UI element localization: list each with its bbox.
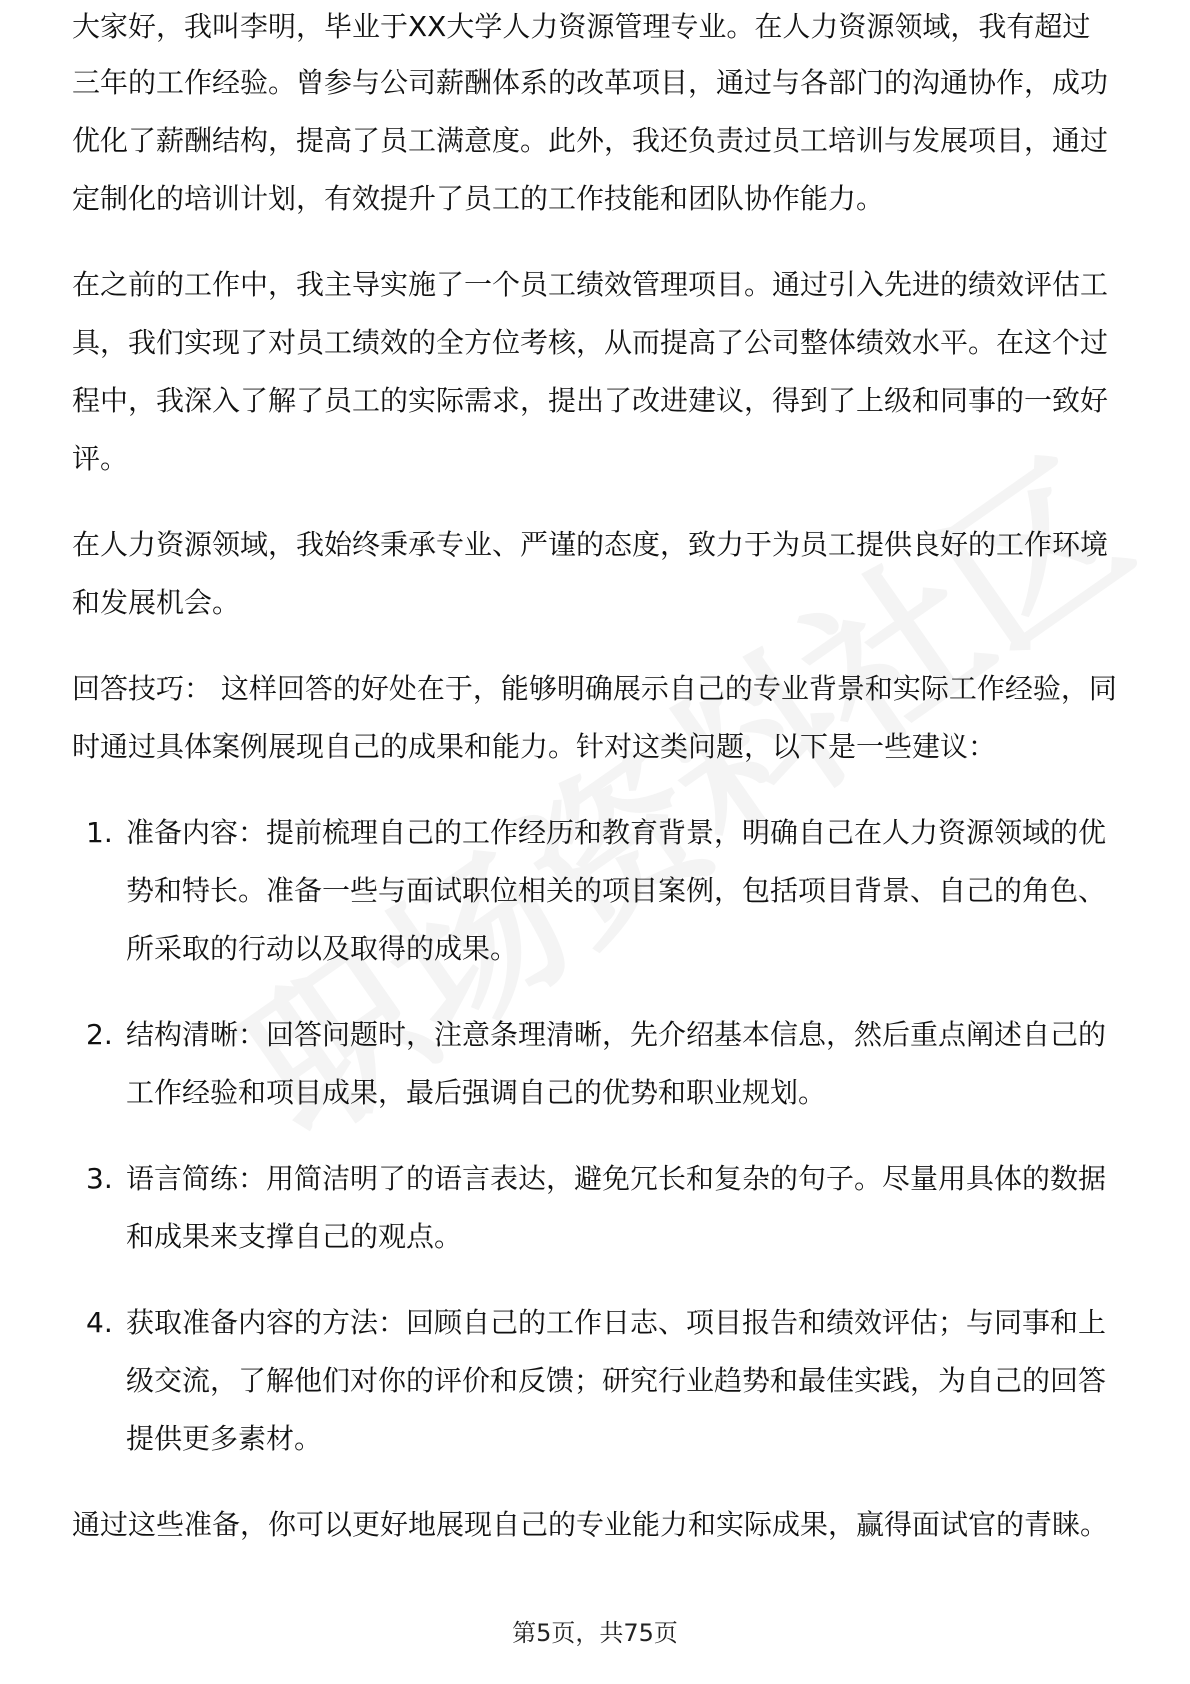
paragraph-experience: 三年的工作经验。曾参与公司薪酬体系的改革项目，通过与各部门的沟通协作，成功优化了薪酬结构，提高了员工满意度。此外，我还负责过员工培训与发展项目，通过定制化的培训计划，有效提升了员工的工作技能和团队协作能力。 [72, 66, 1109, 215]
page-number-footer: 第5页，共75页 [512, 1619, 678, 1647]
paragraph-conclusion: 通过这些准备，你可以更好地展现自己的专业能力和实际成果，赢得面试官的青睐。 [72, 1508, 1109, 1541]
list-item-number: 2. [86, 1018, 113, 1051]
list-item-number: 3. [86, 1162, 113, 1195]
list-item-text: 结构清晰：回答问题时，注意条理清晰，先介绍基本信息，然后重点阐述自己的工作经验和项目成果，最后强调自己的优势和职业规划。 [126, 1018, 1107, 1109]
list-item [72, 1150, 1122, 1266]
tips-list [72, 804, 1122, 1468]
list-item-number: 1. [86, 816, 113, 849]
paragraph-intro-cut: 大家好，我叫李明，毕业于XX大学人力资源管理专业。在人力资源领域，我有超过 [72, 10, 1091, 43]
list-item [72, 804, 1122, 978]
list-item-text: 获取准备内容的方法：回顾自己的工作日志、项目报告和绩效评估；与同事和上级交流，了解他们对你的评价和反馈；研究行业趋势和最佳实践，为自己的回答提供更多素材。 [126, 1306, 1107, 1455]
list-item-text: 准备内容：提前梳理自己的工作经历和教育背景，明确自己在人力资源领域的优势和特长。准备一些与面试职位相关的项目案例，包括项目背景、自己的角色、所采取的行动以及取得的成果。 [126, 816, 1107, 965]
list-item-number: 4. [86, 1306, 113, 1339]
page-content [72, 10, 1122, 1582]
list-item [72, 1006, 1122, 1122]
paragraph-project: 在之前的工作中，我主导实施了一个员工绩效管理项目。通过引入先进的绩效评估工具，我们实现了对员工绩效的全方位考核，从而提高了公司整体绩效水平。在这个过程中，我深入了解了员工的实际需求，提出了改进建议，得到了上级和同事的一致好评。 [72, 268, 1109, 475]
list-item-text: 语言简练：用简洁明了的语言表达，避免冗长和复杂的句子。尽量用具体的数据和成果来支撑自己的观点。 [126, 1162, 1107, 1253]
paragraph-attitude: 在人力资源领域，我始终秉承专业、严谨的态度，致力于为员工提供良好的工作环境和发展机会。 [72, 528, 1109, 619]
paragraph-answer-tips: 回答技巧： 这样回答的好处在于，能够明确展示自己的专业背景和实际工作经验，同时通过具体案例展现自己的成果和能力。针对这类问题，以下是一些建议： [72, 672, 1117, 763]
list-item [72, 1294, 1122, 1468]
